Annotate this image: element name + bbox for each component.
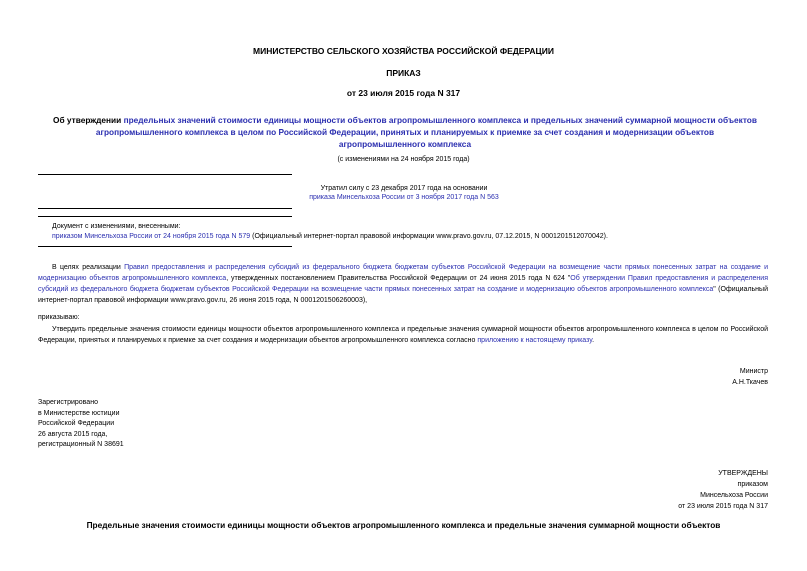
signature-position: Министр bbox=[739, 368, 768, 375]
annex-link[interactable]: приложению к настоящему приказу bbox=[477, 337, 593, 344]
registration-line: Российской Федерации bbox=[38, 420, 115, 427]
doc-date-number: от 23 июля 2015 года N 317 bbox=[346, 88, 461, 98]
document-title bbox=[52, 114, 758, 150]
approved-line: от 23 июля 2015 года N 317 bbox=[678, 503, 768, 510]
signature-block bbox=[560, 366, 768, 388]
order-word: приказываю: bbox=[38, 314, 80, 321]
registration-block bbox=[38, 398, 238, 451]
changes-note: (с изменениями на 24 ноября 2015 года) bbox=[337, 156, 470, 163]
approved-block bbox=[560, 468, 768, 512]
divider-line bbox=[38, 174, 292, 175]
divider-line bbox=[38, 208, 292, 209]
approved-line: Минсельхоза России bbox=[700, 492, 768, 499]
amendment-link[interactable]: приказом Минсельхоза России от 24 ноября 2015 года N 579 bbox=[52, 233, 251, 240]
preamble-paragraph bbox=[38, 262, 768, 306]
divider-line bbox=[38, 246, 292, 247]
registration-line: Зарегистрировано bbox=[38, 399, 98, 406]
expiry-line: Утратил силу с 23 декабря 2017 года на основании bbox=[320, 185, 488, 192]
approve-text: Утвердить предельные значения стоимости единицы мощности объектов агропромышленного комплекса и предельные значения суммарной мощности объектов агропромышленного комплекса в целом по Российской Федерации, принятых и планируемых к приемке за счет создания и модернизации объектов агропромышленного комплекса согласно bbox=[38, 326, 768, 344]
signature-name: А.Н.Ткачев bbox=[732, 379, 768, 386]
registration-line: в Министерстве юстиции bbox=[38, 409, 120, 417]
expiry-link[interactable]: приказа Минсельхоза России от 3 ноября 2017 года N 563 bbox=[309, 194, 499, 202]
rules-link[interactable]: Правил предоставления и распределения субсидий из федерального бюджета бюджетам субъектов Российской Федерации на возмещение части прямых понесенных затрат на создание и модернизацию объектов агропромышленного комплекса bbox=[38, 264, 768, 282]
annex-title: Предельные значения стоимости единицы мощности объектов агропромышленного комплекса и предельные значения суммарной мощности объектов bbox=[86, 520, 721, 530]
ministry-heading: МИНИСТЕРСТВО СЕЛЬСКОГО ХОЗЯЙСТВА РОССИЙСКОЙ ФЕДЕРАЦИИ bbox=[253, 46, 554, 56]
approved-line: приказом bbox=[737, 481, 768, 488]
registration-line: регистрационный N 38691 bbox=[38, 441, 124, 448]
title-link[interactable]: предельных значений стоимости единицы мощности объектов агропромышленного комплекса и предельных значений суммарной мощности объектов агропромышленного комплекса в целом по Российской Федерации, принятых и планируемых к приемке за счет создания и модернизации объектов агропромышленного комплекса bbox=[95, 115, 757, 149]
amendments-block bbox=[52, 222, 772, 242]
approve-paragraph bbox=[38, 324, 768, 346]
amendment-source: (Официальный интернет-портал правовой информации www.pravo.gov.ru, 07.12.2015, N 0001201512070042). bbox=[250, 233, 608, 240]
doc-type-heading: ПРИКАЗ bbox=[386, 68, 421, 78]
approved-line: УТВЕРЖДЕНЫ bbox=[718, 470, 768, 477]
registration-line: 26 августа 2015 года, bbox=[38, 430, 108, 438]
preamble-suffix: " (Официальный интернет-портал правовой информации www.pravo.gov.ru, 26 июня 2015 года, N 0001201506260003), bbox=[38, 286, 768, 304]
preamble-middle: , утвержденных постановлением Правительства Российской Федерации от 24 июня 2015 года N 624 " bbox=[226, 275, 571, 282]
amendments-label: Документ с изменениями, внесенными: bbox=[52, 223, 181, 230]
expiry-note bbox=[280, 184, 528, 202]
preamble-prefix: В целях реализации bbox=[52, 264, 125, 271]
title-prefix: Об утверждении bbox=[53, 115, 124, 125]
resolution-link[interactable]: Об утверждении Правил предоставления и распределения субсидий из федерального бюджета бюджетам субъектов Российской Федерации на возмещение части прямых понесенных затрат на создание и модернизацию объектов агропромышленного комплекса bbox=[38, 275, 768, 293]
approve-end: . bbox=[592, 337, 595, 344]
divider-line bbox=[38, 216, 292, 217]
